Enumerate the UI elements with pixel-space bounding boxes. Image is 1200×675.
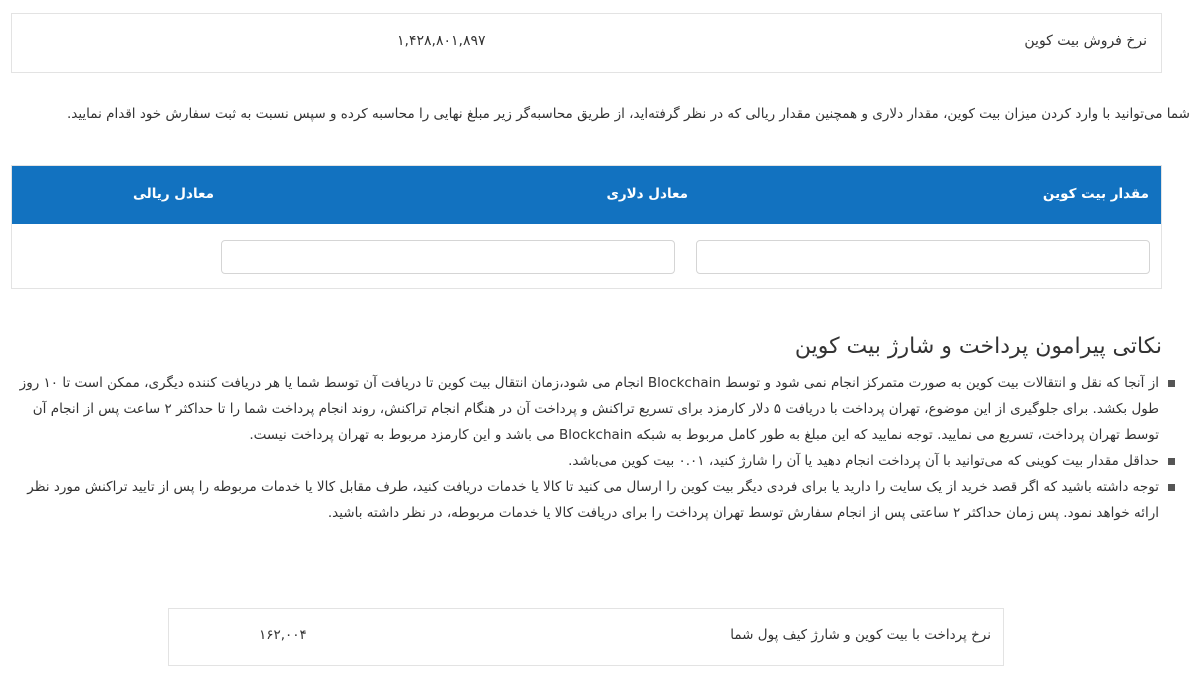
column-rial-equivalent: معادل ریالی bbox=[132, 186, 214, 202]
note-item bbox=[14, 448, 1175, 474]
column-btc-amount: مقدار بیت کوین bbox=[1042, 186, 1149, 202]
notes-title: نکاتی پیرامون پرداخت و شارژ بیت کوین bbox=[794, 334, 1162, 359]
btc-amount-input[interactable] bbox=[696, 240, 1150, 274]
note-text: توجه داشته باشید که اگر قصد خرید از یک سایت را دارید یا برای فردی دیگر بیت کوین را ارسال می کنید تا کالا یا خدمات دریافت کنید، طرف مقابل کالا یا خدمات مربوطه را پس از تایید تراکنش مورد نظر ارائه خواهد نمود. پس زمان حداکثر ۲ ساعتی پس از انجام سفارش توسط تهران پرداخت را برای دریافت کالا یا خدمات مربوطه، در نظر داشته باشید. bbox=[27, 479, 1159, 521]
note-text: انجام می شود،زمان انتقال بیت کوین تا دریافت آن توسط شما یا هر دریافت کننده دیگری، ممکن است تا ۱۰ روز طول بکشد. برای جلوگیری از این موضوع، تهران پرداخت با دریافت ۵ دلار کارمزد برای تسریع تراکنش و پرداخت آن در هنگام انجام تراکنش، روند انجام پرداخت شما را تا حداکثر ۲ ساعت پس از انجام آن توسط تهران پرداخت، تسریع می نمایید. توجه نمایید که این مبلغ به طور کامل مربوط به شبکه bbox=[19, 375, 1159, 443]
column-usd-equivalent: معادل دلاری bbox=[606, 186, 688, 202]
intro-text: شما می‌توانید با وارد کردن میزان بیت کوین، مقدار دلاری و همچنین مقدار ریالی که در نظر گرفته‌اید، از طریق محاسبه‌گر زیر مبلغ نهایی را محاسبه کرده و سپس نسبت به ثبت سفارش خود اقدام نمایید. bbox=[66, 106, 1190, 122]
blockchain-term: Blockchain bbox=[559, 427, 633, 443]
sell-rate-label: نرخ فروش بیت کوین bbox=[1024, 33, 1147, 49]
note-text: از آنجا که نقل و انتقالات بیت کوین به صورت متمرکز انجام نمی شود و توسط bbox=[721, 375, 1159, 391]
sell-rate-box bbox=[11, 13, 1162, 73]
blockchain-term: Blockchain bbox=[647, 375, 721, 391]
notes-list bbox=[14, 370, 1175, 526]
pay-rate-label: نرخ پرداخت با بیت کوین و شارژ کیف پول شما bbox=[730, 627, 991, 643]
note-item bbox=[14, 370, 1175, 448]
bitcoin-calculator bbox=[11, 165, 1162, 289]
sell-rate-value: ۱,۴۲۸,۸۰۱,۸۹۷ bbox=[397, 33, 486, 49]
note-item bbox=[14, 474, 1175, 526]
pay-rate-value: ۱۶۲,۰۰۴ bbox=[259, 627, 307, 643]
usd-equivalent-input[interactable] bbox=[221, 240, 675, 274]
note-text: حداقل مقدار بیت کوینی که می‌توانید با آن پرداخت انجام دهید یا آن را شارژ کنید، ۰.۰۱ بیت کوین می‌باشد. bbox=[568, 453, 1159, 469]
pay-rate-box bbox=[168, 608, 1004, 666]
calculator-header bbox=[12, 166, 1161, 224]
note-text: می باشد و این کارمزد مربوط به تهران پرداخت نیست. bbox=[249, 427, 560, 443]
